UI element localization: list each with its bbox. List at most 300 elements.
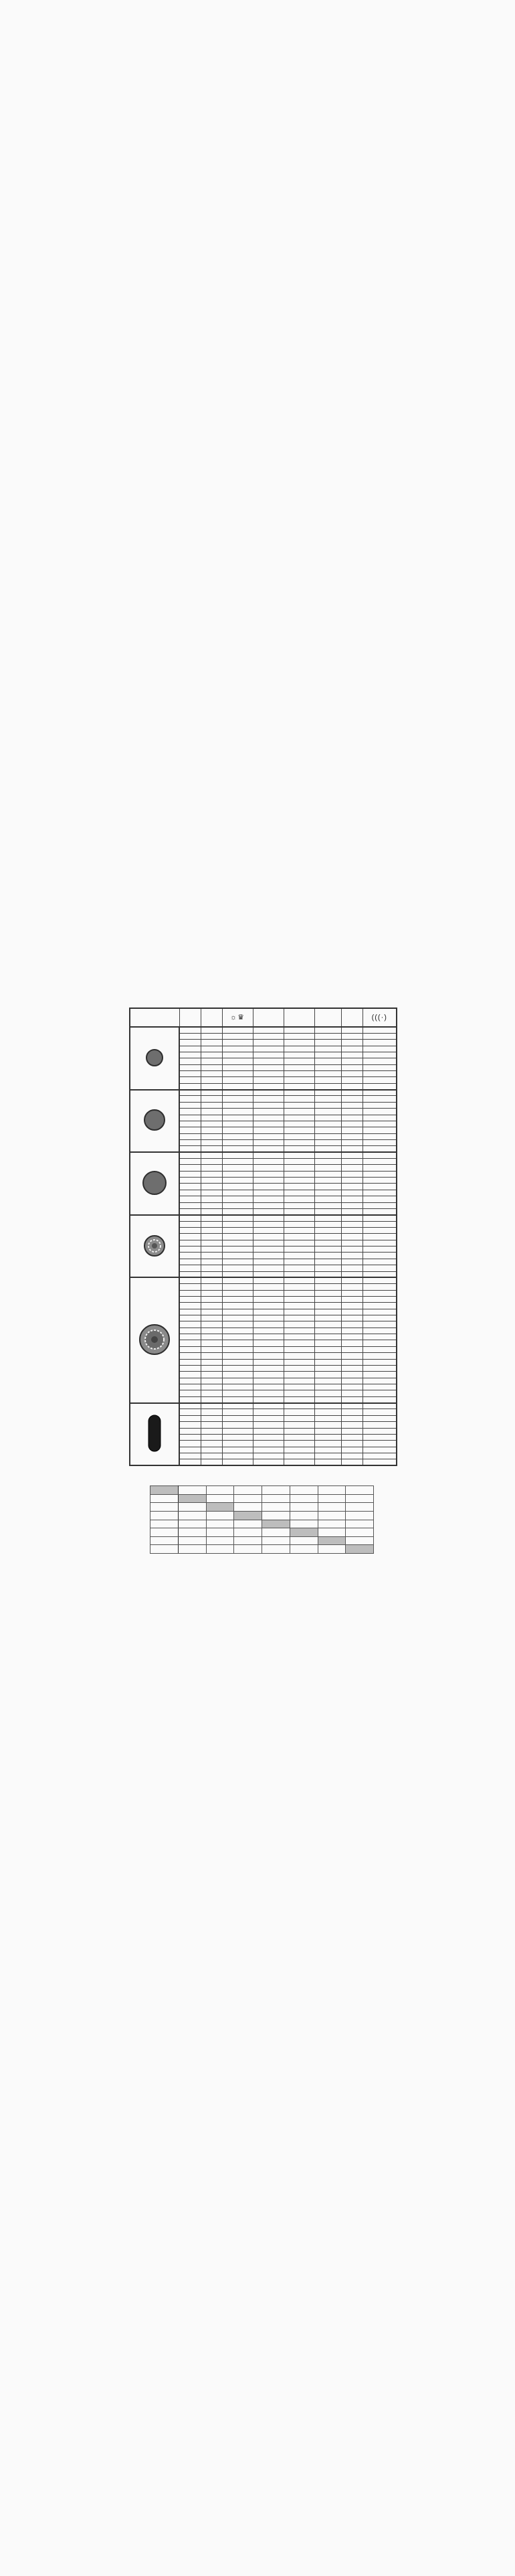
table-cell (363, 1359, 397, 1365)
table-cell (363, 1309, 397, 1315)
table-cell (222, 1040, 253, 1046)
table-cell (253, 1083, 284, 1089)
table-cell (253, 1428, 284, 1434)
table-cell (222, 1234, 253, 1240)
table-cell (363, 1353, 397, 1359)
matrix-cell (290, 1545, 318, 1554)
table-cell (314, 1246, 341, 1253)
table-cell (314, 1459, 341, 1465)
table-cell (253, 1133, 284, 1139)
double-ring-zone (130, 1277, 179, 1402)
table-cell (253, 1447, 284, 1453)
matrix-row (150, 1486, 374, 1495)
table-cell (284, 1459, 314, 1465)
table-cell (314, 1290, 341, 1296)
table-cell (284, 1246, 314, 1253)
table-cell (201, 1365, 222, 1371)
table-cell (179, 1384, 201, 1390)
table-row (130, 1027, 397, 1033)
table-cell (284, 1315, 314, 1321)
table-cell (314, 1196, 341, 1202)
table-cell (363, 1246, 397, 1253)
table-cell (253, 1077, 284, 1083)
table-cell (253, 1090, 284, 1096)
table-cell (363, 1046, 397, 1052)
table-cell (253, 1390, 284, 1396)
table-cell (201, 1077, 222, 1083)
table-cell (314, 1441, 341, 1447)
table-cell (253, 1253, 284, 1259)
matrix-cell (346, 1520, 374, 1528)
table-cell (222, 1253, 253, 1259)
table-cell (179, 1315, 201, 1321)
header-cell (222, 1008, 253, 1027)
table-cell (284, 1259, 314, 1265)
table-cell (341, 1171, 363, 1177)
table-cell (179, 1052, 201, 1058)
table-cell (253, 1303, 284, 1309)
table-cell (222, 1290, 253, 1296)
table-cell (201, 1372, 222, 1378)
table-cell (201, 1133, 222, 1139)
table-cell (179, 1240, 201, 1246)
table-cell (284, 1415, 314, 1421)
table-cell (179, 1422, 201, 1428)
table-cell (341, 1115, 363, 1121)
table-cell (201, 1058, 222, 1064)
table-cell (314, 1058, 341, 1064)
table-cell (253, 1071, 284, 1077)
table-cell (314, 1265, 341, 1271)
table-cell (284, 1215, 314, 1221)
table-cell (222, 1133, 253, 1139)
table-cell (201, 1102, 222, 1108)
table-cell (314, 1346, 341, 1352)
table-cell (363, 1315, 397, 1321)
matrix-cell (290, 1520, 318, 1528)
table-cell (253, 1315, 284, 1321)
table-cell (341, 1253, 363, 1259)
table-cell (341, 1309, 363, 1315)
table-cell (253, 1102, 284, 1108)
table-cell (341, 1353, 363, 1359)
table-cell (341, 1077, 363, 1083)
table-cell (201, 1434, 222, 1440)
table-cell (341, 1146, 363, 1152)
table-cell (179, 1040, 201, 1046)
table-cell (314, 1334, 341, 1340)
matrix-cell (318, 1494, 346, 1503)
header-cell (284, 1008, 314, 1027)
table-cell (179, 1159, 201, 1165)
table-cell (201, 1403, 222, 1409)
table-cell (363, 1422, 397, 1428)
table-cell (179, 1127, 201, 1133)
table-cell (222, 1422, 253, 1428)
table-cell (363, 1228, 397, 1234)
table-cell (253, 1240, 284, 1246)
setting-matrix (150, 1485, 374, 1554)
table-cell (222, 1083, 253, 1089)
table-cell (363, 1396, 397, 1402)
table-cell (201, 1409, 222, 1415)
table-cell (179, 1259, 201, 1265)
table-cell (222, 1453, 253, 1459)
table-cell (253, 1327, 284, 1334)
table-cell (179, 1415, 201, 1421)
table-cell (314, 1152, 341, 1158)
table-cell (363, 1090, 397, 1096)
table-cell (314, 1403, 341, 1409)
table-cell (341, 1052, 363, 1058)
table-cell (284, 1184, 314, 1190)
table-cell (363, 1459, 397, 1465)
table-cell (341, 1271, 363, 1277)
table-cell (253, 1459, 284, 1465)
table-cell (314, 1046, 341, 1052)
table-cell (222, 1265, 253, 1271)
table-cell (201, 1165, 222, 1171)
large-circle-icon (141, 1170, 168, 1196)
table-cell (314, 1309, 341, 1315)
table-cell (341, 1265, 363, 1271)
table-cell (179, 1265, 201, 1271)
table-cell (222, 1240, 253, 1246)
table-cell (222, 1277, 253, 1283)
table-cell (253, 1378, 284, 1384)
table-cell (314, 1409, 341, 1415)
table-cell (363, 1240, 397, 1246)
table-cell (363, 1071, 397, 1077)
table-cell (179, 1453, 201, 1459)
table-cell (201, 1359, 222, 1365)
table-cell (222, 1152, 253, 1158)
table-cell (222, 1121, 253, 1127)
table-cell (284, 1309, 314, 1315)
oval-icon (147, 1414, 162, 1453)
table-cell (201, 1253, 222, 1259)
table-cell (314, 1215, 341, 1221)
table-cell (341, 1133, 363, 1139)
table-cell (253, 1372, 284, 1378)
table-cell (253, 1422, 284, 1428)
table-cell (222, 1221, 253, 1227)
table-cell (179, 1090, 201, 1096)
matrix-cell (234, 1536, 262, 1545)
table-cell (284, 1121, 314, 1127)
table-cell (363, 1178, 397, 1184)
table-cell (363, 1434, 397, 1440)
table-cell (179, 1208, 201, 1214)
matrix-cell (150, 1494, 179, 1503)
table-cell (363, 1403, 397, 1409)
table-cell (363, 1290, 397, 1296)
table-cell (201, 1271, 222, 1277)
table-cell (253, 1058, 284, 1064)
table-cell (222, 1384, 253, 1390)
table-cell (363, 1265, 397, 1271)
table-cell (363, 1372, 397, 1378)
matrix-cell (262, 1528, 290, 1537)
table-cell (201, 1190, 222, 1196)
table-cell (201, 1178, 222, 1184)
table-cell (341, 1453, 363, 1459)
table-cell (253, 1340, 284, 1346)
matrix-cell (346, 1528, 374, 1537)
table-cell (179, 1133, 201, 1139)
table-cell (341, 1096, 363, 1102)
table-cell (341, 1428, 363, 1434)
setting-matrix-body (150, 1486, 374, 1554)
table-cell (341, 1109, 363, 1115)
table-cell (284, 1221, 314, 1227)
header-cell (363, 1008, 397, 1027)
table-cell (284, 1190, 314, 1196)
table-cell (284, 1165, 314, 1171)
table-cell (284, 1453, 314, 1459)
matrix-cell (262, 1486, 290, 1495)
matrix-cell (318, 1486, 346, 1495)
matrix-cell (178, 1528, 206, 1537)
table-cell (222, 1409, 253, 1415)
table-cell (201, 1340, 222, 1346)
table-cell (179, 1152, 201, 1158)
table-cell (201, 1390, 222, 1396)
table-cell (363, 1321, 397, 1327)
table-cell (363, 1146, 397, 1152)
table-cell (179, 1228, 201, 1234)
table-cell (341, 1178, 363, 1184)
table-cell (314, 1077, 341, 1083)
table-cell (341, 1090, 363, 1096)
table-cell (179, 1033, 201, 1039)
table-cell (179, 1309, 201, 1315)
table-cell (179, 1046, 201, 1052)
table-cell (314, 1178, 341, 1184)
table-cell (341, 1422, 363, 1428)
table-cell (222, 1052, 253, 1058)
table-cell (253, 1441, 284, 1447)
table-cell (201, 1459, 222, 1465)
table-cell (284, 1422, 314, 1428)
table-cell (201, 1146, 222, 1152)
table-cell (201, 1083, 222, 1089)
table-cell (222, 1434, 253, 1440)
table-cell (284, 1359, 314, 1365)
table-row (130, 1403, 397, 1409)
table-cell (179, 1071, 201, 1077)
table-cell (341, 1221, 363, 1227)
table-cell (222, 1340, 253, 1346)
table-cell (341, 1384, 363, 1390)
table-cell (222, 1309, 253, 1315)
table-cell (284, 1334, 314, 1340)
table-cell (179, 1409, 201, 1415)
table-cell (314, 1071, 341, 1077)
table-cell (201, 1447, 222, 1453)
matrix-row (150, 1545, 374, 1554)
table-cell (253, 1046, 284, 1052)
table-cell (253, 1434, 284, 1440)
medium-round-zone (130, 1090, 179, 1153)
table-cell (253, 1178, 284, 1184)
table-cell (201, 1259, 222, 1265)
table-cell (314, 1303, 341, 1309)
table-cell (284, 1428, 314, 1434)
table-cell (284, 1378, 314, 1384)
table-cell (222, 1327, 253, 1334)
table-cell (253, 1146, 284, 1152)
table-cell (363, 1346, 397, 1352)
table-cell (201, 1422, 222, 1428)
table-cell (201, 1215, 222, 1221)
table-cell (201, 1240, 222, 1246)
table-cell (314, 1422, 341, 1428)
wave-dot-icon: (((·) (371, 1013, 387, 1022)
table-cell (363, 1415, 397, 1421)
table-cell (314, 1415, 341, 1421)
table-cell (341, 1359, 363, 1365)
table-cell (179, 1115, 201, 1121)
table-cell (314, 1428, 341, 1434)
table-cell (363, 1109, 397, 1115)
table-cell (222, 1096, 253, 1102)
table-cell (179, 1190, 201, 1196)
table-cell (341, 1447, 363, 1453)
table-cell (314, 1121, 341, 1127)
table-cell (253, 1202, 284, 1208)
table-cell (253, 1309, 284, 1315)
table-cell (284, 1447, 314, 1453)
table-cell (201, 1046, 222, 1052)
matrix-cell-highlighted (290, 1528, 318, 1537)
table-cell (201, 1109, 222, 1115)
table-cell (314, 1271, 341, 1277)
matrix-cell (290, 1536, 318, 1545)
table-cell (253, 1165, 284, 1171)
matrix-cell-highlighted (234, 1511, 262, 1520)
table-cell (284, 1234, 314, 1240)
table-cell (201, 1453, 222, 1459)
table-cell (363, 1340, 397, 1346)
table-cell (253, 1215, 284, 1221)
small-circle-icon (144, 1048, 165, 1068)
table-cell (253, 1334, 284, 1340)
table-cell (284, 1228, 314, 1234)
table-cell (314, 1083, 341, 1089)
table-cell (222, 1415, 253, 1421)
table-cell (314, 1090, 341, 1096)
table-cell (341, 1228, 363, 1234)
table-cell (222, 1372, 253, 1378)
table-cell (363, 1378, 397, 1384)
table-cell (179, 1277, 201, 1283)
table-cell (314, 1171, 341, 1177)
matrix-cell (150, 1528, 179, 1537)
table-cell (314, 1315, 341, 1321)
table-cell (222, 1321, 253, 1327)
table-cell (222, 1441, 253, 1447)
patterned-round-zone (130, 1215, 179, 1278)
table-cell (222, 1046, 253, 1052)
table-cell (284, 1052, 314, 1058)
matrix-cell (178, 1545, 206, 1554)
matrix-cell (290, 1503, 318, 1512)
table-cell (363, 1152, 397, 1158)
table-cell (284, 1027, 314, 1033)
table-cell (201, 1040, 222, 1046)
table-cell (179, 1234, 201, 1240)
table-cell (341, 1184, 363, 1190)
matrix-cell (262, 1503, 290, 1512)
table-cell (284, 1353, 314, 1359)
table-cell (363, 1139, 397, 1145)
table-cell (222, 1353, 253, 1359)
matrix-cell (262, 1536, 290, 1545)
table-cell (201, 1441, 222, 1447)
table-cell (284, 1033, 314, 1039)
table-cell (341, 1127, 363, 1133)
table-cell (314, 1296, 341, 1302)
table-cell (253, 1109, 284, 1115)
table-cell (201, 1428, 222, 1434)
matrix-cell (234, 1528, 262, 1537)
table-cell (201, 1090, 222, 1096)
table-cell (201, 1290, 222, 1296)
table-cell (179, 1121, 201, 1127)
table-cell (222, 1228, 253, 1234)
table-cell (284, 1040, 314, 1046)
table-cell (341, 1064, 363, 1070)
table-cell (363, 1234, 397, 1240)
table-cell (179, 1139, 201, 1145)
table-row (130, 1152, 397, 1158)
table-cell (314, 1202, 341, 1208)
table-cell (341, 1277, 363, 1283)
table-cell (363, 1296, 397, 1302)
table-cell (314, 1165, 341, 1171)
table-cell (314, 1033, 341, 1039)
table-cell (363, 1159, 397, 1165)
table-cell (201, 1346, 222, 1352)
table-cell (314, 1390, 341, 1396)
table-cell (284, 1196, 314, 1202)
table-cell (284, 1090, 314, 1096)
table-cell (314, 1228, 341, 1234)
medium-circle-icon (142, 1108, 167, 1132)
matrix-cell (150, 1536, 179, 1545)
table-cell (253, 1365, 284, 1371)
table-cell (284, 1265, 314, 1271)
table-cell (222, 1064, 253, 1070)
table-cell (201, 1334, 222, 1340)
table-cell (363, 1428, 397, 1434)
matrix-cell (346, 1503, 374, 1512)
matrix-cell (346, 1486, 374, 1495)
table-cell (253, 1139, 284, 1145)
header-cell (253, 1008, 284, 1027)
table-cell (179, 1083, 201, 1089)
table-cell (314, 1277, 341, 1283)
table-cell (284, 1253, 314, 1259)
table-cell (363, 1221, 397, 1227)
matrix-cell-highlighted (318, 1536, 346, 1545)
header-row (130, 1008, 397, 1027)
small-round-zone (130, 1027, 179, 1090)
table-cell (341, 1190, 363, 1196)
table-cell (201, 1309, 222, 1315)
table-cell (179, 1365, 201, 1371)
